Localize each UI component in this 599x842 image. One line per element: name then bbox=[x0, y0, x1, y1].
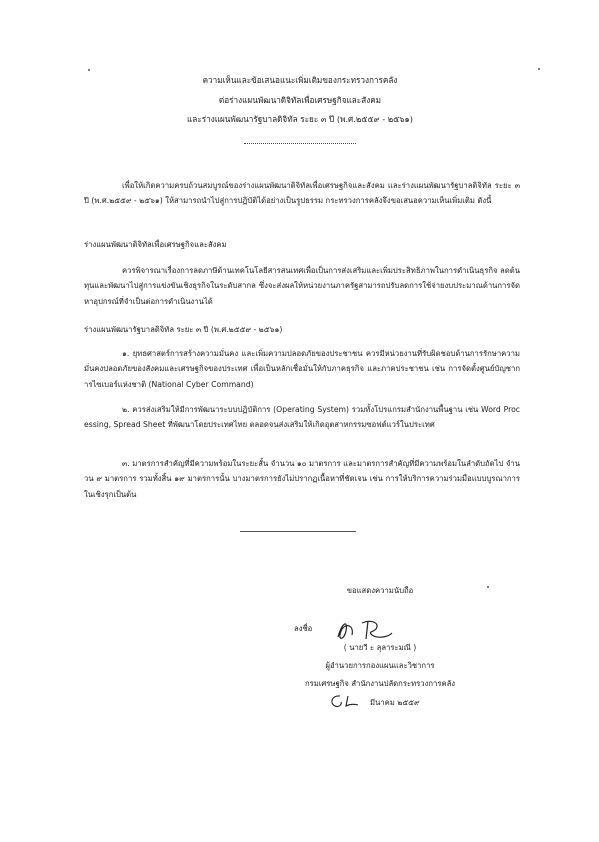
handwritten-initials bbox=[326, 693, 366, 711]
header-line-1: ความเห็นและข้อเสนอแนะเพิ่มเติมของกระทรวงการคลัง bbox=[202, 75, 398, 85]
scan-speck bbox=[538, 68, 540, 70]
document-date: มีนาคม ๒๕๕๙ bbox=[370, 698, 420, 707]
section-1-body: ควรพิจารณาเรื่องการลดภาษีด้านเทคโนโลยีสารสนเทศเพื่อเป็นการส่งเสริมและเพิ่มประสิทธิภาพในการดำเนินธุรกิจ ลดต้นทุนและพัฒนาไปสู่การแข่งขันเชิงธุรกิจในระดับสากล ซึ่งจะส่งผลให้หน่วยงานภาครัฐสามารถปรับลดการใช้จ่ายงบประมาณด้านการจัดหาอุปกรณ์ที่จำเป็นต่อการดำเนินงานได้ bbox=[84, 266, 520, 306]
closing-separator bbox=[240, 531, 356, 532]
intro-paragraph: เพื่อให้เกิดความครบถ้วนสมบูรณ์ของร่างแผนพัฒนาดิจิทัลเพื่อเศรษฐกิจและสังคม และร่างแผนพัฒนารัฐบาลดิจิทัล ระยะ ๓ ปี (พ.ศ.๒๕๕๙ - ๒๕๖๑) ให้สามารถนำไปสู่การปฏิบัติได้อย่างเป็นรูปธรรม กระทรวงการคลังจึงขอเสนอความเห็นเพิ่มเติม ดังนี้ bbox=[84, 181, 520, 206]
header-line-3: และร่างแผนพัฒนารัฐบาลดิจิทัล ระยะ ๓ ปี (พ.ศ.๒๕๕๙ - ๒๕๖๑) bbox=[187, 114, 413, 124]
section-2-item-2: ๒. ควรส่งเสริมให้มีการพัฒนาระบบปฏิบัติการ (Operating System) รวมทั้งโปรแกรมสำนักงานพื้นฐาน เช่น Word Processing, Spread Sheet ที่พัฒนาโดยประเทศไทย ตลอดจนส่งเสริมให้เกิดอุตสาหกรรมซอฟต์แวร์ในประเทศ bbox=[84, 405, 520, 430]
section-2-item-1: ๑. ยุทธศาสตร์การสร้างความมั่นคง และเพิ่มความปลอดภัยของประชาชน ควรมีหน่วยงานที่รับผิดชอบด้านการรักษาความมั่นคงปลอดภัยของสังคมและเศรษฐกิจของประเทศ เพื่อเป็นหลักเชื่อมั่นให้กับภาคธุรกิจ และภาคประชาชน เช่น การจัดตั้งศูนย์บัญชาการไซเบอร์แห่งชาติ (National Cyber Command) bbox=[84, 349, 520, 389]
signer-prefix: ลงชื่อ bbox=[294, 624, 313, 633]
closing-regards: ขอแสดงความนับถือ bbox=[346, 586, 414, 595]
signer-position-1: ผู้อำนวยการกองแผนและวิชาการ bbox=[325, 661, 435, 670]
signer-name: ( นายวี ะ ลุลาระมณี ) bbox=[343, 643, 417, 652]
section-2-heading: ร่างแผนพัฒนารัฐบาลดิจิทัล ระยะ ๓ ปี (พ.ศ.๒๕๕๙ - ๒๕๖๑) bbox=[84, 325, 283, 334]
scan-speck bbox=[487, 586, 489, 588]
section-1-heading: ร่างแผนพัฒนาดิจิทัลเพื่อเศรษฐกิจและสังคม bbox=[84, 240, 227, 249]
section-2-item-3: ๓. มาตรการสำคัญที่มีความพร้อมในระยะสั้น จำนวน ๑๐ มาตรการ และมาตรการสำคัญที่มีความพร้อมในลำดับถัดไป จำนวน ๙ มาตรการ รวมทั้งสิ้น ๑๙ มาตรการนั้น บางมาตรการยังไม่ปรากฏเนื้อหาที่ชัดเจน เช่น การให้บริการความร่วมมือแบบบูรณาการในเชิงรุกเป็นต้น bbox=[84, 459, 520, 499]
scan-speck bbox=[88, 69, 90, 71]
signer-position-2: กรมเศรษฐกิจ สำนักงานปลัดกระทรวงการคลัง bbox=[304, 679, 456, 688]
header-line-2: ต่อร่างแผนพัฒนาดิจิทัลเพื่อเศรษฐกิจและสังคม bbox=[218, 95, 382, 105]
title-dotted-separator bbox=[244, 143, 356, 145]
